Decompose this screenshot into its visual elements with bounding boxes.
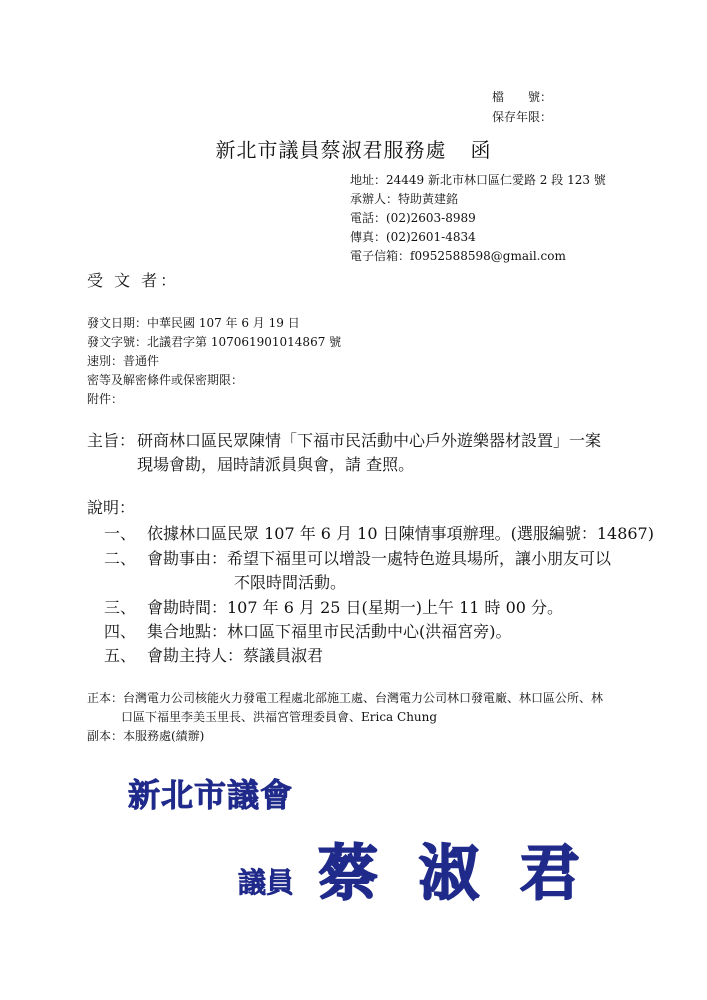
retention-period-label: 保存年限：	[491, 110, 552, 124]
contact-phone: 電話：(02)2603-8989	[350, 211, 476, 225]
attachment-label: 附件：	[87, 392, 124, 406]
secrecy-level: 密等及解密條件或保密期限：	[87, 373, 244, 387]
file-number-label: 檔 號：	[491, 90, 552, 104]
document-title-suffix: 函	[470, 138, 492, 162]
subject-label: 主旨：	[87, 431, 136, 450]
contact-email: 電子信箱：f0952588598@gmail.com	[350, 249, 566, 263]
contact-address: 地址：24449 新北市林口區仁愛路 2 段 123 號	[350, 173, 606, 187]
explanation-label: 說明：	[87, 498, 136, 517]
document-title	[0, 134, 707, 163]
explanation-item-text: 會勘事由：希望下福里可以增設一處特色遊具場所，讓小朋友可以	[147, 549, 612, 568]
seal-council-name: 新北市議會	[128, 776, 294, 814]
contact-fax: 傳真：(02)2601-4834	[350, 230, 476, 244]
explanation-item-number: 四、	[104, 622, 137, 641]
seal-title: 議員	[238, 866, 295, 899]
subject-text-line2: 現場會勘，屆時請派員與會，請 查照。	[137, 455, 415, 474]
issue-date: 發文日期：中華民國 107 年 6 月 19 日	[87, 316, 300, 330]
explanation-item-number: 五、	[104, 646, 137, 665]
explanation-item-text: 依據林口區民眾 107 年 6 月 10 日陳情事項辦理。(選服編號：14867)	[147, 524, 654, 543]
explanation-item-number: 一、	[104, 524, 137, 543]
recipient-label: 受 文 者：	[87, 271, 180, 290]
original-recipients: 正本：台灣電力公司核能火力發電工程處北部施工處、台灣電力公司林口發電廠、林口區公所、林	[87, 691, 604, 705]
explanation-item-continuation: 不限時間活動。	[234, 573, 347, 592]
explanation-item-text: 會勘時間：107 年 6 月 25 日(星期一)上午 11 時 00 分。	[147, 598, 564, 617]
subject-text-line1: 研商林口區民眾陳情「下福市民活動中心戶外遊樂器材設置」一案	[137, 431, 602, 450]
explanation-item-number: 二、	[104, 549, 137, 568]
document-number: 發文字號：北議君字第 107061901014867 號	[87, 335, 342, 349]
original-recipients-continued: 口區下福里李美玉里長、洪福宮管理委員會、Erica Chung	[121, 710, 438, 724]
document-title-main: 新北市議員蔡淑君服務處	[215, 138, 447, 162]
explanation-item-number: 三、	[104, 598, 137, 617]
explanation-item-text: 會勘主持人：蔡議員淑君	[147, 646, 324, 665]
speed-type: 速別：普通件	[87, 354, 160, 368]
copy-recipients: 副本：本服務處(績辦)	[87, 729, 205, 743]
explanation-item-text: 集合地點：林口區下福里市民活動中心(洪福宮旁)。	[147, 622, 512, 641]
contact-handler: 承辦人：特助黃建銘	[350, 192, 459, 206]
seal-signature-name: 蔡 淑 君	[318, 839, 590, 909]
